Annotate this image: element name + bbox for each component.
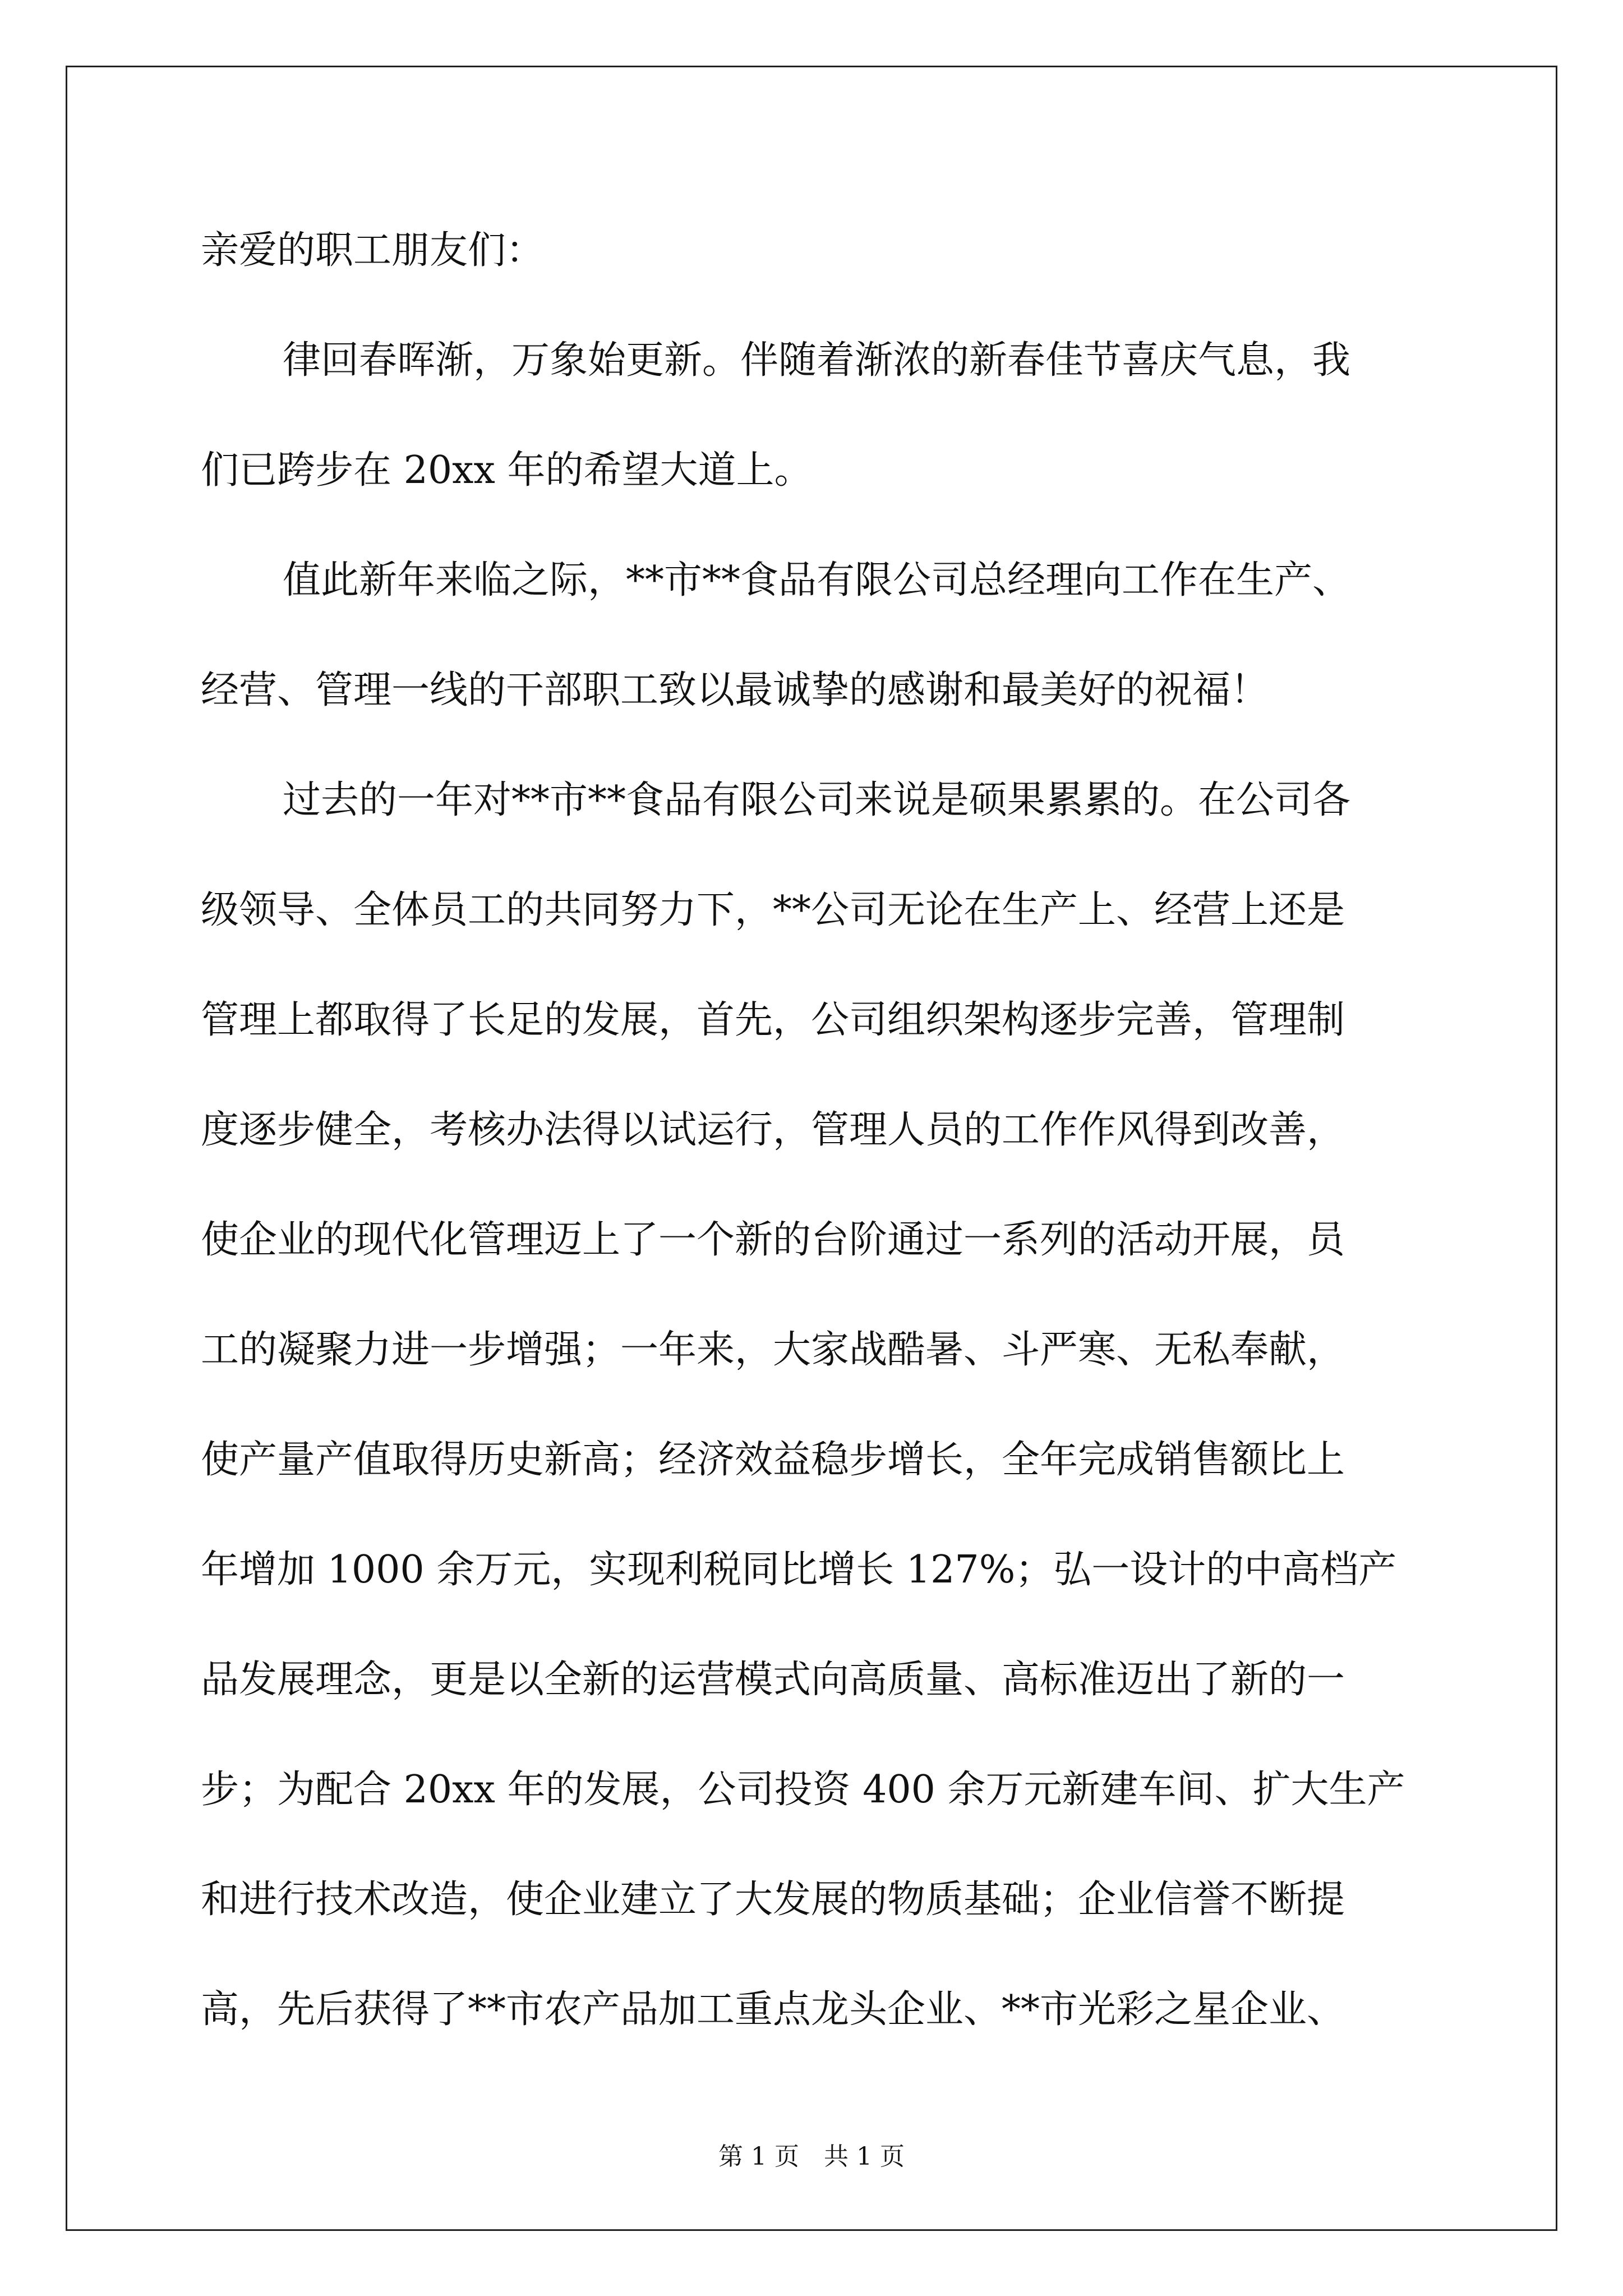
page-footer: 第 1 页 共 1 页 bbox=[718, 2142, 905, 2171]
paragraph-2-line-2: 经营、管理一线的干部职工致以最诚挚的感谢和最美好的祝福！ bbox=[201, 668, 1269, 712]
paragraph-1-line-1: 律回春晖渐，万象始更新。伴随着渐浓的新春佳节喜庆气息，我 bbox=[283, 338, 1351, 383]
paragraph-3-line-12: 高，先后获得了**市农产品加工重点龙头企业、**市光彩之星企业、 bbox=[201, 1987, 1345, 2032]
paragraph-3-line-1: 过去的一年对**市**食品有限公司来说是硕果累累的。在公司各 bbox=[283, 778, 1351, 822]
paragraph-3-line-11: 和进行技术改造，使企业建立了大发展的物质基础；企业信誉不断提 bbox=[201, 1878, 1345, 1922]
paragraph-3-line-6: 工的凝聚力进一步增强；一年来，大家战酷暑、斗严寒、无私奉献， bbox=[201, 1328, 1345, 1372]
paragraph-3-line-10: 步；为配合 20xx 年的发展，公司投资 400 余万元新建车间、扩大生产 bbox=[201, 1768, 1405, 1812]
paragraph-3-line-4: 度逐步健全，考核办法得以试运行，管理人员的工作作风得到改善， bbox=[201, 1108, 1345, 1152]
salutation: 亲爱的职工朋友们： bbox=[201, 228, 545, 273]
paragraph-3-line-8: 年增加 1000 余万元，实现利税同比增长 127%；弘一设计的中高档产 bbox=[201, 1548, 1397, 1592]
paragraph-1-line-2: 们已跨步在 20xx 年的希望大道上。 bbox=[201, 448, 813, 493]
paragraph-3-line-3: 管理上都取得了长足的发展，首先，公司组织架构逐步完善，管理制 bbox=[201, 998, 1345, 1042]
paragraph-3-line-7: 使产量产值取得历史新高；经济效益稳步增长，全年完成销售额比上 bbox=[201, 1438, 1345, 1482]
paragraph-2-line-1: 值此新年来临之际，**市**食品有限公司总经理向工作在生产、 bbox=[283, 558, 1351, 602]
paragraph-3-line-9: 品发展理念，更是以全新的运营模式向高质量、高标准迈出了新的一 bbox=[201, 1658, 1345, 1702]
paragraph-3-line-2: 级领导、全体员工的共同努力下，**公司无论在生产上、经营上还是 bbox=[201, 888, 1345, 932]
paragraph-3-line-5: 使企业的现代化管理迈上了一个新的台阶通过一系列的活动开展，员 bbox=[201, 1218, 1345, 1262]
